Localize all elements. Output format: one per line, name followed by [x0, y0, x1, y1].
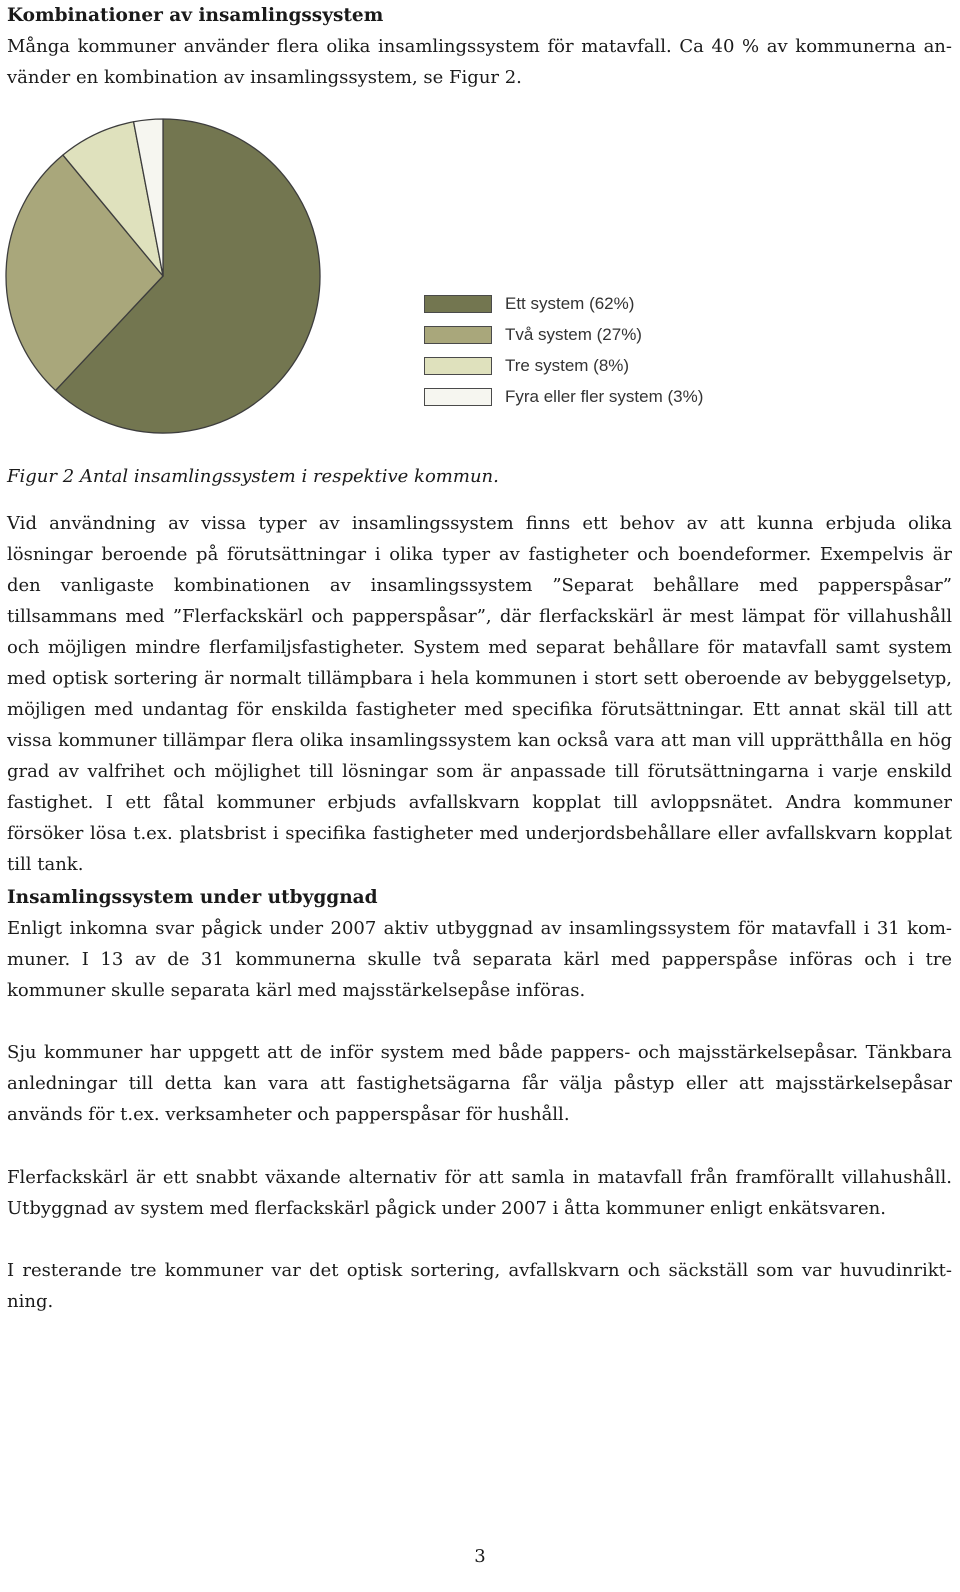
- legend-item-1: [424, 288, 804, 319]
- body-paragraph: Vid användning av vissa typer av insamlingssystem finns ett behov av att kunna erbjuda olika lösningar beroende på förutsättningar i olika typer av fastigheter och boendeformer. Exempelvis är den vanligaste kombinationen av insamlingssystem ”Separat behållare med papperspåsar” tillsammans med ”Flerfackskärl och papperspåsar”, där flerfackskärl är mest lämpat för villahushåll och möjligen mindre flerfamiljsfastigheter. System med separat behållare för matavfall samt system med optisk sortering är normalt tillämpbara i hela kommunen i stort sett oberoende av bebyggelsetyp, möjligen med undantag för enskilda fastigheter med specifika förutsättningar. Ett annat skäl till att vissa kommuner tillämpar flera olika insamlingssystem kan också vara att man vill upprätthålla en hög grad av valfrihet och möjlighet till lösningar som är anpassade till förutsättningarna i varje enskild fastighet. I ett fåtal kommuner erbjuds avfallskvarn kopplat till avloppsnätet. Andra kommuner försöker lösa t.ex. platsbrist i specifika fastigheter med underjordsbehållare eller avfallskvarn kopplat till tank.: [7, 513, 952, 875]
- expansion-paragraph-4: I resterande tre kommuner var det optisk sortering, avfallskvarn och säckställ som var huvudinriktning.: [7, 1260, 952, 1312]
- figure-2: [0, 112, 960, 452]
- body-text: [7, 508, 952, 880]
- legend-label: Tre system (8%): [505, 355, 630, 375]
- section-heading: Insamlingssystem under utbyggnad: [7, 887, 378, 908]
- expansion-paragraph-3: Flerfackskärl är ett snabbt växande alternativ för att samla in matavfall från framförallt villahushåll. Utbyggnad av system med flerfackskärl pågick under 2007 i åtta kommuner enligt enkätsvaren.: [7, 1167, 952, 1219]
- figure-caption: Figur 2 Antal insamlingssystem i respektive kommun.: [7, 466, 499, 487]
- legend-swatch: [424, 388, 492, 406]
- legend-item-4: [424, 381, 804, 412]
- paragraph-block: [7, 1162, 952, 1224]
- chart-legend: [424, 288, 804, 412]
- paragraph-block: [7, 1255, 952, 1317]
- section-heading: Kombinationer av insamlingssystem: [7, 5, 384, 26]
- legend-swatch: [424, 326, 492, 344]
- legend-swatch: [424, 357, 492, 375]
- section-expansion: [7, 882, 952, 1006]
- legend-swatch: [424, 295, 492, 313]
- legend-label: Fyra eller fler system (3%): [505, 386, 704, 406]
- paragraph-block: [7, 1037, 952, 1130]
- legend-label: Två system (27%): [505, 324, 642, 344]
- intro-paragraph: Många kommuner använder flera olika insamlingssystem för matavfall. Ca 40 % av kommunerna använder en kombination av insamlingssystem, se Figur 2.: [7, 36, 952, 88]
- legend-label: Ett system (62%): [505, 293, 635, 313]
- pie-chart: [0, 112, 420, 452]
- page-number: 3: [474, 1546, 486, 1567]
- legend-item-3: [424, 350, 804, 381]
- expansion-paragraph-2: Sju kommuner har uppgett att de inför system med både pappers- och majsstärkelsepåsar. Tänkbara anledningar till detta kan vara att fastighetsägarna får välja påstyp eller att majsstärkelsepåsar används för t.ex. verksamheter och papperspåsar för hushåll.: [7, 1042, 952, 1125]
- expansion-paragraph-1: Enligt inkomna svar pågick under 2007 aktiv utbyggnad av insamlingssystem för matavfall i 31 kommuner. I 13 av de 31 kommunerna skulle två separata kärl med papperspåse införas och i tre kommuner skulle separata kärl med majsstärkelsepåse införas.: [7, 918, 952, 1001]
- section-combinations: [7, 0, 952, 93]
- legend-item-2: [424, 319, 804, 350]
